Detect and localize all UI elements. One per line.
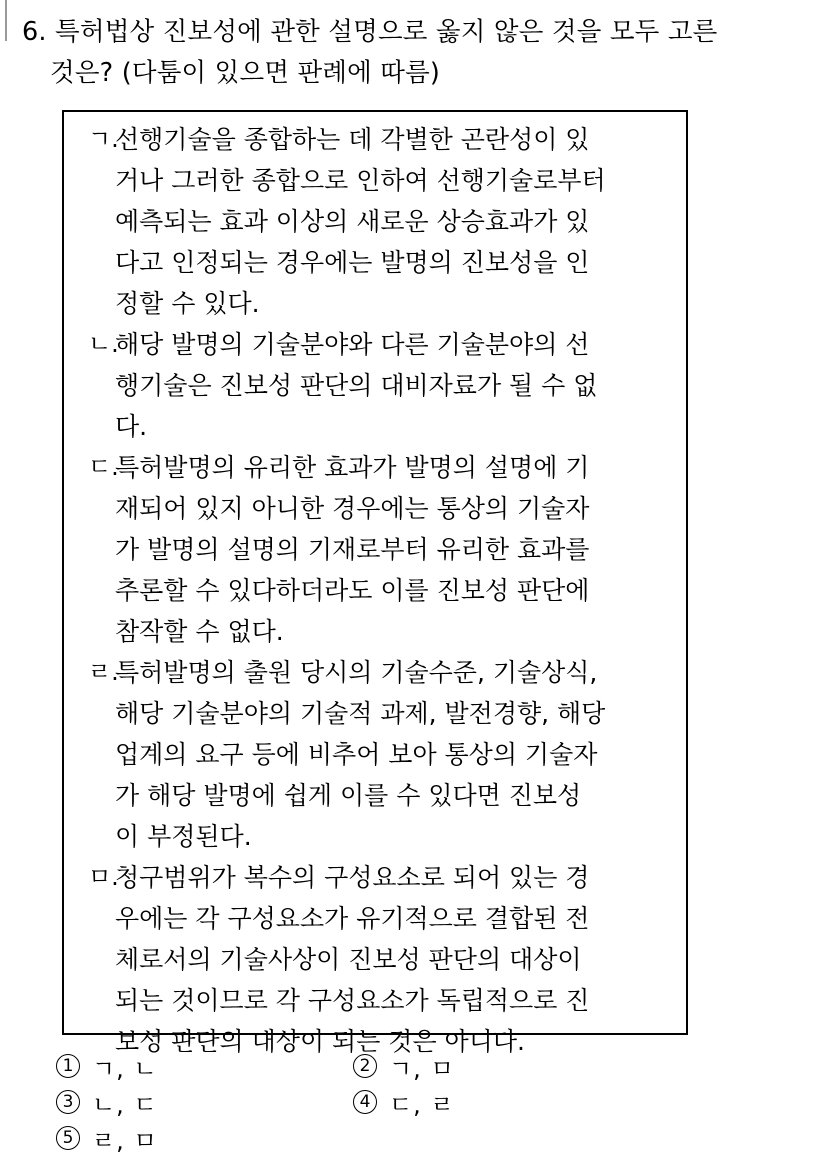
statement-item [88, 447, 662, 652]
statement-body [115, 119, 662, 324]
question-number: 6. [22, 17, 47, 47]
choice-bullet-3: 3 [56, 1090, 80, 1114]
statement-marker: ㄷ. [88, 453, 119, 481]
statement-line: 예측되는 효과 이상의 새로운 상승효과가 있 [115, 207, 590, 236]
statement-line: 다고 인정되는 경우에는 발명의 진보성을 인 [115, 248, 590, 277]
statement-line: 행기술은 진보성 판단의 대비자료가 될 수 없 [115, 371, 598, 400]
choice-text-1: ㄱ, ㄴ [92, 1054, 158, 1083]
statement-body [115, 857, 662, 1062]
statement-line: 가 해당 발명에 쉽게 이를 수 있다면 진보성 [115, 781, 582, 810]
choice-row [56, 1048, 756, 1084]
statement-line: 이 부정된다. [115, 822, 252, 851]
statement-line: 업계의 요구 등에 비추어 보아 통상의 기술자 [115, 740, 598, 769]
choice-bullet-4: 4 [353, 1090, 377, 1114]
question-stem-line-1 [22, 12, 782, 53]
answer-choice-2[interactable] [353, 1049, 653, 1084]
statement-line: 참작할 수 없다. [115, 617, 284, 646]
choice-text-4: ㄷ, ㄹ [389, 1090, 455, 1119]
answer-choice-1[interactable] [56, 1049, 353, 1084]
question-stem-text-1: 특허법상 진보성에 관한 설명으로 옳지 않은 것을 모두 고른 [55, 17, 718, 47]
question-stem-line-2: 것은? (다툼이 있으면 판례에 따름) [50, 58, 441, 88]
statement-line: 우에는 각 구성요소가 유기적으로 결합된 전 [115, 904, 590, 933]
statement-item [88, 324, 662, 447]
choice-text-2: ㄱ, ㅁ [389, 1054, 455, 1083]
choice-text-5: ㄹ, ㅁ [92, 1126, 158, 1155]
statement-line: 체로서의 기술사상이 진보성 판단의 대상이 [115, 945, 582, 974]
statement-list [88, 119, 662, 1062]
choice-bullet-2: 2 [353, 1054, 377, 1078]
statement-line: 특허발명의 유리한 효과가 발명의 설명에 기 [115, 453, 590, 482]
statement-item [88, 119, 662, 324]
choice-bullet-1: 1 [56, 1054, 80, 1078]
statement-line: 정할 수 있다. [115, 289, 260, 318]
statement-body [115, 447, 662, 652]
answer-choice-5[interactable] [56, 1121, 353, 1156]
statement-marker: ㄹ. [88, 658, 119, 686]
statement-item [88, 857, 662, 1062]
choice-text-3: ㄴ, ㄷ [92, 1090, 158, 1119]
statement-body [115, 324, 662, 447]
statement-item [88, 652, 662, 857]
statement-line: 청구범위가 복수의 구성요소로 되어 있는 경 [115, 863, 590, 892]
statement-body [115, 652, 662, 857]
choice-row [56, 1120, 756, 1156]
statement-line: 추론할 수 있다하더라도 이를 진보성 판단에 [115, 576, 590, 605]
question-stem [22, 12, 782, 94]
choice-row [56, 1084, 756, 1120]
statement-line: 보성 판단의 대상이 되는 것은 아니다. [115, 1027, 525, 1056]
answer-choice-3[interactable] [56, 1085, 353, 1120]
statement-line: 가 발명의 설명의 기재로부터 유리한 효과를 [115, 535, 590, 564]
statement-line: 거나 그러한 종합으로 인하여 선행기술로부터 [115, 166, 606, 195]
statement-marker: ㄱ. [88, 125, 119, 153]
answer-choices [56, 1048, 756, 1156]
statement-line: 되는 것이므로 각 구성요소가 독립적으로 진 [115, 986, 590, 1015]
statement-line: 특허발명의 출원 당시의 기술수준, 기술상식, [115, 658, 598, 687]
statement-line: 해당 기술분야의 기술적 과제, 발전경향, 해당 [115, 699, 606, 728]
answer-choice-4[interactable] [353, 1085, 653, 1120]
statement-marker: ㄴ. [88, 330, 119, 358]
statement-line: 해당 발명의 기술분야와 다른 기술분야의 선 [115, 330, 590, 359]
statement-box [62, 110, 688, 1056]
statement-line: 다. [115, 412, 148, 441]
left-margin-rule [5, 0, 7, 41]
statement-marker: ㅁ. [88, 863, 119, 891]
choice-bullet-5: 5 [56, 1126, 80, 1150]
statement-line: 재되어 있지 아니한 경우에는 통상의 기술자 [115, 494, 590, 523]
statement-line: 선행기술을 종합하는 데 각별한 곤란성이 있 [115, 125, 590, 154]
